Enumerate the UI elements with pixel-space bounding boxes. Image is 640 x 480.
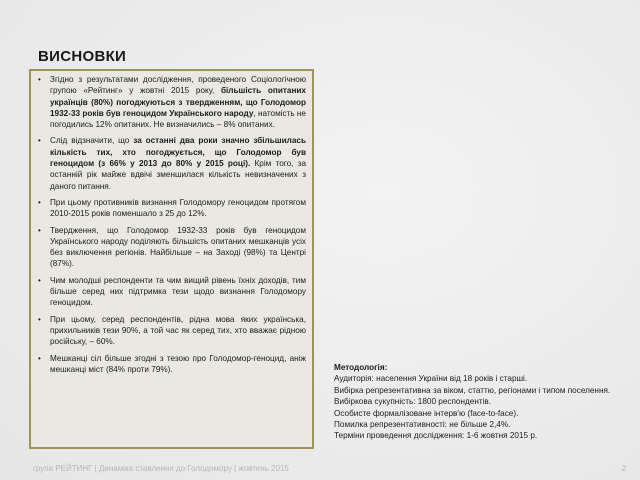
bullet-icon: •: [38, 197, 41, 207]
finding-text: Слід відзначити, що: [50, 136, 134, 146]
finding-text: Мешканці сіл більше згодні з тезою про Голодомор-геноцид, аніж мешканці міст (84% проти 79%).: [50, 353, 306, 374]
finding-emphasis: більшість опитаних українців (80%) погоджуються з твердженням, що Голодомор 1932-33 років був геноцидом Українського народу: [50, 86, 306, 118]
finding-text: При цьому, серед респондентів, рідна мова яких українська, прихильників тези 90%, а той час як серед тих, хто вважає рідною російську, – 60%.: [50, 314, 306, 347]
page-number: 2: [621, 464, 626, 473]
finding-text: Крім того, за останній рік майже вдвічі зменшилася кількість невизначених з даного питання.: [50, 159, 307, 191]
finding-text: Чим молодші респонденти та чим вищий рівень їхніх доходів, тим більше серед них підтримка тези щодо визнання Голодомору геноцидом.: [50, 275, 306, 308]
finding-item: [37, 225, 306, 270]
finding-item: [37, 353, 306, 376]
bullet-icon: •: [38, 136, 41, 146]
bullet-icon: •: [38, 75, 41, 84]
methodology-block: [334, 362, 634, 442]
finding-text: Згідно з результатами дослідження, проведеного Соціологічною групою «Рейтинг» у жовтні 2015 року,: [50, 75, 306, 96]
methodology-error-margin: Помилка репрезентативності: не більше 2,4%.: [334, 420, 511, 430]
methodology-sample: Вибірка репрезентативна за віком, статтю, регіонами і типом поселення.: [334, 385, 611, 395]
finding-item: [37, 275, 306, 309]
bullet-icon: •: [38, 314, 41, 324]
findings-list: [37, 74, 306, 375]
finding-emphasis: за останні два роки значно збільшилась кількість тих, хто погоджується, що Голодомор був геноцидом (з 66% у 2013 до 80% у 2015 році).: [50, 136, 306, 169]
finding-item: [37, 314, 306, 348]
bullet-icon: •: [38, 225, 41, 235]
methodology-title: Методологія:: [334, 363, 388, 372]
methodology-audience: Аудиторія: населення України від 18 років і старші.: [334, 374, 528, 384]
methodology-interview-type: Особисте формалізоване інтерв'ю (face-to-face).: [334, 408, 519, 418]
methodology-dates: Терміни проведення дослідження: 1-6 жовтня 2015 р.: [334, 431, 538, 441]
finding-text: Твердження, що Голодомор 1932-33 років був геноцидом Українського народу поділяють більшість опитаних мешканців усіх без виключення регіонів. Найбільше – на Заході (98%) та Центрі (87%).: [50, 225, 306, 269]
finding-text: При цьому противників визнання Голодомору геноцидом протягом 2010-2015 років поменшало з 25 до 12%.: [50, 197, 306, 219]
bullet-icon: •: [38, 275, 41, 285]
finding-item: [37, 135, 306, 191]
finding-item: [37, 197, 306, 220]
finding-item: [37, 74, 306, 130]
footer-text: група РЕЙТИНГ | Динаміка ставлення до Голодомору | жовтень 2015: [33, 464, 289, 473]
bullet-icon: •: [38, 353, 41, 363]
finding-text: , натомість не погодились 12% опитаних. Не визначились – 8% опитаних.: [50, 108, 306, 130]
slide-title: ВИСНОВКИ: [38, 48, 127, 65]
methodology-sample-size: Вибіркова сукупність: 1800 респондентів.: [334, 397, 492, 407]
findings-box: [29, 69, 314, 449]
